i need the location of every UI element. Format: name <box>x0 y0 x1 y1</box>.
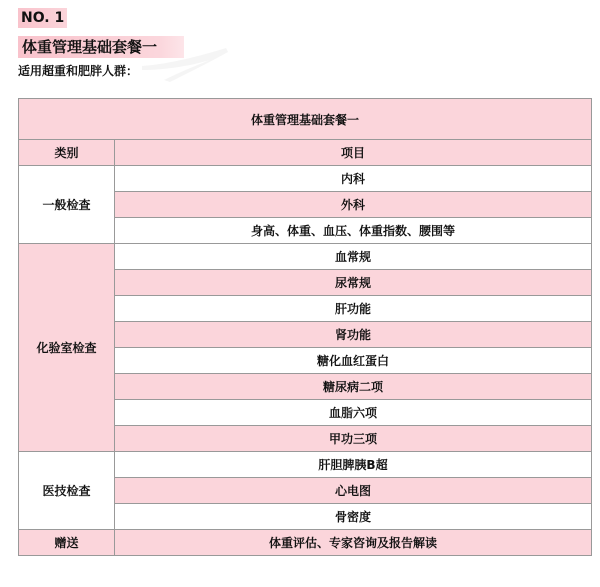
table-title: 体重管理基础套餐一 <box>19 99 592 140</box>
item-cell: 血常规 <box>115 244 592 270</box>
item-cell: 内科 <box>115 166 592 192</box>
item-cell: 体重评估、专家咨询及报告解读 <box>115 530 592 556</box>
brush-swoosh-decoration <box>140 42 230 86</box>
category-cell: 化验室检查 <box>19 244 115 452</box>
category-cell: 一般检查 <box>19 166 115 244</box>
item-cell: 身高、体重、血压、体重指数、腰围等 <box>115 218 592 244</box>
item-cell: 肝胆脾胰B超 <box>115 452 592 478</box>
table-header-row <box>19 140 592 166</box>
table-title-row <box>19 99 592 140</box>
item-cell: 糖尿病二项 <box>115 374 592 400</box>
package-number: NO. 1 <box>18 8 67 28</box>
column-header-items: 项目 <box>115 140 592 166</box>
item-cell: 糖化血红蛋白 <box>115 348 592 374</box>
package-table <box>18 98 592 556</box>
package-title: 体重管理基础套餐一 <box>22 38 158 56</box>
item-cell: 外科 <box>115 192 592 218</box>
table-row <box>19 530 592 556</box>
item-cell: 甲功三项 <box>115 426 592 452</box>
item-cell: 肝功能 <box>115 296 592 322</box>
table-row <box>19 166 592 192</box>
table-row <box>19 244 592 270</box>
category-cell: 医技检查 <box>19 452 115 530</box>
item-cell: 肾功能 <box>115 322 592 348</box>
target-audience: 适用超重和肥胖人群： <box>18 64 139 78</box>
item-cell: 心电图 <box>115 478 592 504</box>
column-header-category: 类别 <box>19 140 115 166</box>
table-row <box>19 452 592 478</box>
category-cell: 赠送 <box>19 530 115 556</box>
item-cell: 尿常规 <box>115 270 592 296</box>
item-cell: 骨密度 <box>115 504 592 530</box>
item-cell: 血脂六项 <box>115 400 592 426</box>
